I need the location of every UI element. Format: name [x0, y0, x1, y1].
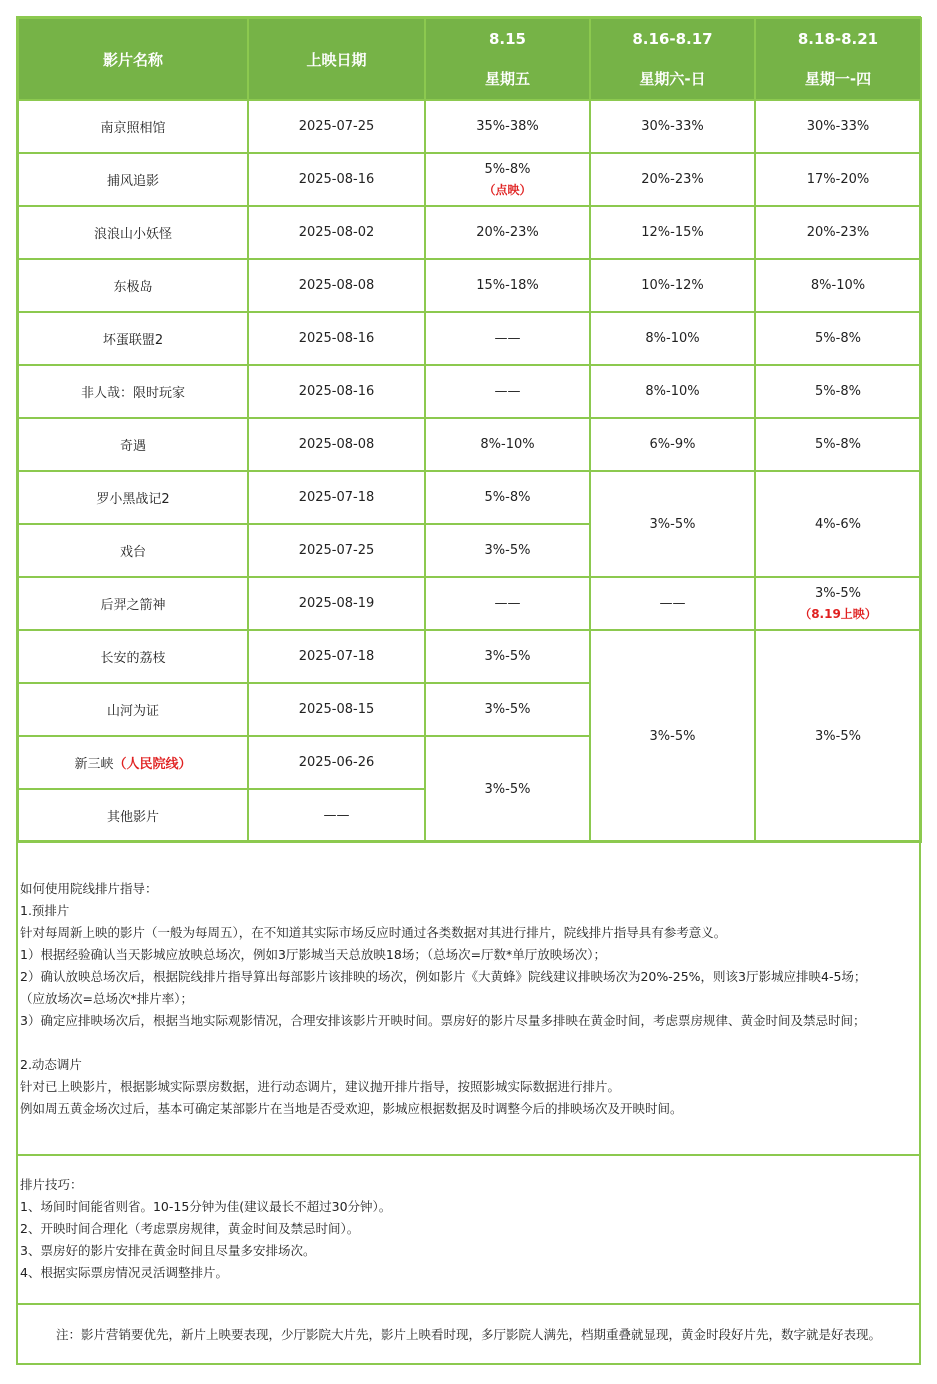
guide-line: 1.预排片	[20, 903, 70, 918]
rate-818-821: 30%-33%	[755, 100, 921, 153]
rate-815: 3%-5%	[425, 630, 590, 683]
film-name: 其他影片	[18, 789, 248, 842]
period-day: 星期六-日	[639, 70, 706, 88]
film-name-header: 影片名称	[18, 18, 248, 100]
release-date: 2025-08-16	[248, 312, 425, 365]
rate-816-817: 12%-15%	[590, 206, 755, 259]
rate-818-821: 5%-8%	[755, 418, 921, 471]
release-date: 2025-07-25	[248, 524, 425, 577]
rate-815: 15%-18%	[425, 259, 590, 312]
rate-815: 3%-5%	[425, 524, 590, 577]
release-date: 2025-08-08	[248, 418, 425, 471]
film-name: 浪浪山小妖怪	[18, 206, 248, 259]
footer-note: 注：影片营销要优先，新片上映要表现，少厅影院大片先，影片上映看时现，多厅影院人满先，档期重叠就显现，黄金时段好片先，数字就是好表现。	[17, 1303, 920, 1363]
table-row	[18, 365, 921, 418]
table-row	[18, 630, 921, 683]
rate-818-821: 5%-8%	[755, 312, 921, 365]
rate-815: 3%-5%	[425, 736, 590, 842]
period-date: 8.15	[488, 30, 526, 48]
rate-816-817: ——	[590, 577, 755, 630]
table-row	[18, 577, 921, 630]
tip-line: 排片技巧：	[20, 1177, 83, 1192]
film-name: 坏蛋联盟2	[18, 312, 248, 365]
rate-816-817: 10%-12%	[590, 259, 755, 312]
preview-note: （点映）	[483, 182, 532, 197]
rate-818-821: 17%-20%	[755, 153, 921, 206]
guide-line	[17, 1032, 920, 1054]
rate-815	[425, 153, 590, 206]
guide-line: 2）确认放映总场次后，根据院线排片指导算出每部影片该排映的场次，例如影片《大黄蜂》院线建议排映场次为20%-25%，则该3厅影城应排映4-5场；	[20, 969, 867, 984]
rate-816-817: 8%-10%	[590, 365, 755, 418]
period-day: 星期一-四	[804, 70, 872, 88]
circuit-note: （人民院线）	[113, 757, 192, 772]
scheduling-tips	[17, 1154, 920, 1304]
rate-815: 8%-10%	[425, 418, 590, 471]
release-date: 2025-08-16	[248, 153, 425, 206]
header-row	[18, 18, 921, 100]
tip-line: 3、票房好的影片安排在黄金时间且尽量多安排场次。	[20, 1243, 316, 1258]
rate-818-821: 3%-5%	[755, 630, 921, 842]
table-row	[18, 418, 921, 471]
table-row	[18, 259, 921, 312]
release-date: 2025-07-25	[248, 100, 425, 153]
guide-line: 2.动态调片	[20, 1057, 82, 1072]
rate-816-817: 20%-23%	[590, 153, 755, 206]
rate-815: ——	[425, 365, 590, 418]
rate-818-821: 5%-8%	[755, 365, 921, 418]
release-date: 2025-08-19	[248, 577, 425, 630]
film-name: 长安的荔枝	[18, 630, 248, 683]
film-name: 罗小黑战记2	[18, 471, 248, 524]
release-date: 2025-06-26	[248, 736, 425, 789]
rate-818-821: 8%-10%	[755, 259, 921, 312]
guide-line: 如何使用院线排片指导：	[20, 881, 158, 896]
film-name: 戏台	[18, 524, 248, 577]
guide-line: 例如周五黄金场次过后，基本可确定某部影片在当地是否受欢迎，影城应根据数据及时调整今后的排映场次及开映时间。	[20, 1101, 683, 1116]
guide-line: 针对每周新上映的影片（一般为每周五），在不知道其实际市场反应时通过各类数据对其进行排片，院线排片指导具有参考意义。	[20, 925, 727, 940]
film-name: 捕风追影	[18, 153, 248, 206]
release-date: 2025-08-16	[248, 365, 425, 418]
release-date: 2025-08-08	[248, 259, 425, 312]
period-day: 星期五	[484, 70, 530, 88]
film-name: 非人哉：限时玩家	[18, 365, 248, 418]
tip-line: 2、开映时间合理化（考虑票房规律，黄金时间及禁忌时间）。	[20, 1221, 360, 1236]
film-name: 奇遇	[18, 418, 248, 471]
guide-line: 针对已上映影片，根据影城实际票房数据，进行动态调片，建议抛开排片指导，按照影城实际数据进行排片。	[20, 1079, 621, 1094]
period-date: 8.18-8.21	[797, 30, 879, 48]
release-date: 2025-08-02	[248, 206, 425, 259]
table-row	[18, 312, 921, 365]
release-note: （8.19上映）	[799, 606, 877, 621]
release-date: 2025-07-18	[248, 471, 425, 524]
tip-line: 1、场间时间能省则省。10-15分钟为佳(建议最长不超过30分钟）。	[20, 1199, 392, 1214]
film-name: 东极岛	[18, 259, 248, 312]
tip-line: 4、根据实际票房情况灵活调整排片。	[20, 1265, 228, 1280]
film-name	[18, 736, 248, 789]
film-name: 后羿之箭神	[18, 577, 248, 630]
rate-818-821	[755, 577, 921, 630]
usage-guide	[17, 840, 920, 1154]
rate-value: 5%-8%	[484, 161, 531, 177]
period-header-3	[755, 18, 921, 100]
rate-815: 3%-5%	[425, 683, 590, 736]
rate-815: ——	[425, 577, 590, 630]
rate-816-817: 30%-33%	[590, 100, 755, 153]
film-name: 山河为证	[18, 683, 248, 736]
period-header-1	[425, 18, 590, 100]
rate-815: 5%-8%	[425, 471, 590, 524]
rate-815: 35%-38%	[425, 100, 590, 153]
rate-816-817: 6%-9%	[590, 418, 755, 471]
release-date-header: 上映日期	[248, 18, 425, 100]
rate-815: ——	[425, 312, 590, 365]
guide-line: 3）确定应排映场次后，根据当地实际观影情况，合理安排该影片开映时间。票房好的影片尽量多排映在黄金时间，考虑票房规律、黄金时间及禁忌时间；	[20, 1013, 866, 1028]
period-header-2	[590, 18, 755, 100]
rate-816-817: 3%-5%	[590, 471, 755, 577]
rate-818-821: 4%-6%	[755, 471, 921, 577]
release-date: 2025-08-15	[248, 683, 425, 736]
table-row	[18, 153, 921, 206]
rate-value: 3%-5%	[815, 585, 861, 601]
release-date: 2025-07-18	[248, 630, 425, 683]
rate-816-817: 8%-10%	[590, 312, 755, 365]
film-name-text: 新三峡	[74, 757, 114, 772]
period-date: 8.16-8.17	[632, 30, 713, 48]
guide-line: （应放场次=总场次*排片率）；	[20, 991, 193, 1006]
guide-line: 1）根据经验确认当天影城应放映总场次，例如3厅影城当天总放映18场；（总场次=厅数*单厅放映场次）；	[20, 947, 607, 962]
table-row	[18, 471, 921, 524]
rate-815: 20%-23%	[425, 206, 590, 259]
table-row	[18, 100, 921, 153]
table-row	[18, 206, 921, 259]
release-date: ——	[248, 789, 425, 842]
rate-816-817: 3%-5%	[590, 630, 755, 842]
schedule-table	[17, 17, 922, 843]
rate-818-821: 20%-23%	[755, 206, 921, 259]
film-name: 南京照相馆	[18, 100, 248, 153]
